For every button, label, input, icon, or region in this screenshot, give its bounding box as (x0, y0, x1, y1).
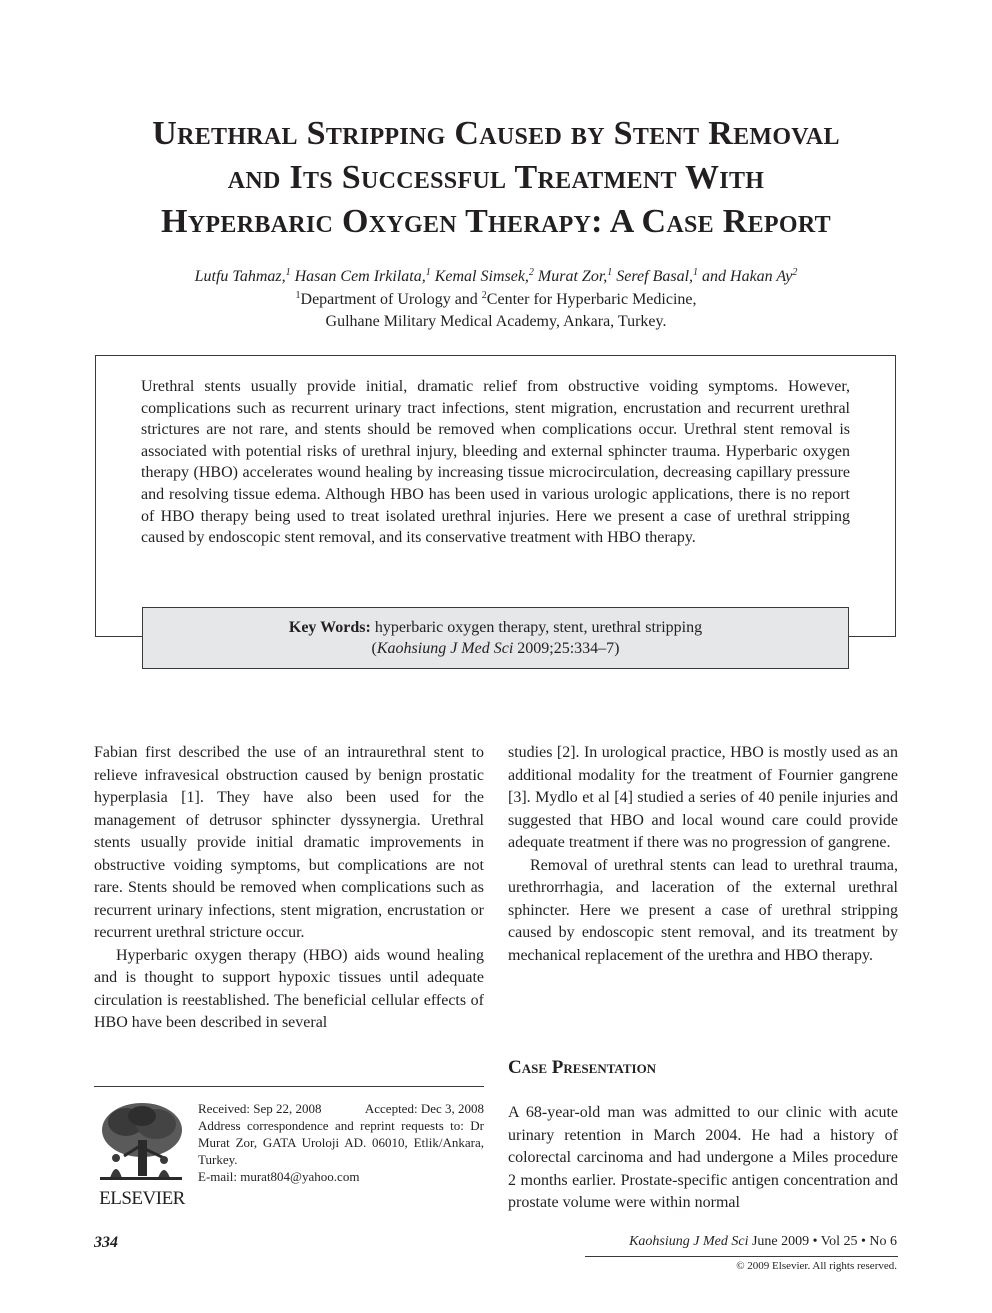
correspondence-email: E-mail: murat804@yahoo.com (198, 1169, 360, 1184)
accepted-date: Accepted: Dec 3, 2008 (364, 1101, 484, 1116)
footnote-divider (94, 1086, 484, 1087)
author-name: and Hakan Ay (702, 268, 793, 285)
author-affil-sup: 1 (285, 267, 291, 278)
title-line-2: and Its Successful Treatment With (227, 159, 765, 196)
footer-divider (585, 1256, 898, 1257)
keywords-line (143, 617, 848, 638)
author-name: Murat Zor, (537, 268, 608, 285)
affiliation-line-2: Gulhane Military Medical Academy, Ankara, Turkey. (325, 313, 667, 330)
abstract-text: Urethral stents usually provide initial, dramatic relief from obstructive voiding symptoms. However, complications such as recurrent urinary tract infections, stent migration, encrustation and recurrent urethral strictures are not rare, and stents should be removed when complications occur. Urethral stent removal is associated with potential risks of urethral injury, bleeding and external sphincter trauma. Hyperbaric oxygen therapy (HBO) accelerates wound healing by increasing tissue microcirculation, decreasing capillary pressure and resolving tissue edema. Although HBO has been used in various urologic applications, there is no report of HBO therapy being used to treat isolated urethral injuries. Here we present a case of urethral stripping caused by endoscopic stent removal, and its conservative treatment with HBO therapy. (141, 378, 850, 547)
intro-paragraph-2-continued: studies [2]. In urological practice, HBO is mostly used as an additional modality for the treatment of Fournier gangrene [3]. Mydlo et al [4] studied a series of 40 penile injuries and suggested that HBO and local wound care could provide adequate treatment if there was no progression of gangrene. (508, 744, 898, 851)
journal-name: Kaohsiung J Med Sci (629, 1234, 749, 1249)
keywords-label: Key Words: (288, 619, 371, 636)
affil-sup-2: 2 (481, 290, 487, 301)
right-column-intro (508, 742, 898, 967)
author-name: Seref Basal, (616, 268, 694, 285)
affil-sup-1: 1 (295, 290, 301, 301)
left-column (94, 742, 484, 1035)
title-line-1: Urethral Stripping Caused by Stent Removal (152, 115, 840, 152)
affiliations (60, 289, 932, 333)
article-title (60, 112, 932, 244)
received-date: Received: Sep 22, 2008 (198, 1101, 322, 1116)
intro-paragraph-3: Removal of urethral stents can lead to urethral trauma, urethrorrhagia, and laceration of the external urethral sphincter. Here we present a case of urethral stripping caused by endoscopic stent removal, and its treatment by mechanical replacement of the urethra and HBO therapy. (508, 856, 898, 964)
journal-issue-info (629, 1234, 897, 1250)
article-footnote (198, 1100, 484, 1185)
author-name: Hasan Cem Irkilata, (294, 268, 426, 285)
author-name: Kemal Simsek, (434, 268, 529, 285)
page-number: 334 (94, 1234, 118, 1251)
publisher-logo (94, 1100, 190, 1212)
author-affil-sup: 2 (528, 267, 534, 278)
citation-journal: Kaohsiung J Med Sci (376, 640, 514, 657)
citation-open: ( (371, 640, 377, 657)
case-presentation-column (508, 1102, 898, 1215)
issue-details: June 2009 • Vol 25 • No 6 (748, 1234, 897, 1249)
author-affil-sup: 1 (425, 267, 431, 278)
keywords-box (142, 607, 849, 669)
intro-paragraph-2: Hyperbaric oxygen therapy (HBO) aids wound healing and is thought to support hypoxic tissues until adequate circulation is reestablished. The beneficial cellular effects of HBO have been described in several (94, 946, 484, 1031)
elsevier-tree-icon (96, 1100, 186, 1184)
title-line-3: Hyperbaric Oxygen Therapy: A Case Report (161, 203, 831, 240)
case-paragraph-1: A 68-year-old man was admitted to our clinic with acute urinary retention in March 2004. He had a history of colorectal carcinoma and had undergone a Miles procedure 2 months earlier. Prostate-specific antigen concentration and prostate volume were within normal (508, 1104, 898, 1211)
affil-dept-1: Department of Urology and (300, 291, 482, 308)
affiliation-line-1 (60, 289, 932, 311)
citation-details: 2009;25:334–7) (513, 640, 620, 657)
author-name: Lutfu Tahmaz, (194, 268, 286, 285)
keywords-text: hyperbaric oxygen therapy, stent, urethral stripping (370, 619, 703, 636)
citation-line (143, 638, 848, 659)
copyright-notice: © 2009 Elsevier. All rights reserved. (736, 1260, 897, 1272)
author-affil-sup: 1 (607, 267, 613, 278)
author-affil-sup: 1 (693, 267, 699, 278)
section-heading-case-presentation: Case Presentation (508, 1057, 657, 1078)
author-affil-sup: 2 (792, 267, 798, 278)
correspondence-address: Address correspondence and reprint requests to: Dr Murat Zor, GATA Uroloji AD. 06010, Etlik/Ankara, Turkey. (198, 1118, 484, 1167)
affil-dept-2: Center for Hyperbaric Medicine, (486, 291, 697, 308)
elsevier-wordmark: ELSEVIER (99, 1188, 185, 1209)
author-list (60, 266, 932, 288)
received-accepted-dates (198, 1100, 484, 1117)
intro-paragraph-1: Fabian first described the use of an intraurethral stent to relieve infravesical obstruction caused by benign prostatic hyperplasia [1]. They have also been used for the management of detrusor sphincter dyssynergia. Urethral stents usually provide initial dramatic improvements in obstructive voiding symptoms, but complications are not rare. Stents should be removed when complications such as recurrent urinary infections, stent migration, encrustation or recurrent urethral stricture occur. (94, 744, 484, 941)
